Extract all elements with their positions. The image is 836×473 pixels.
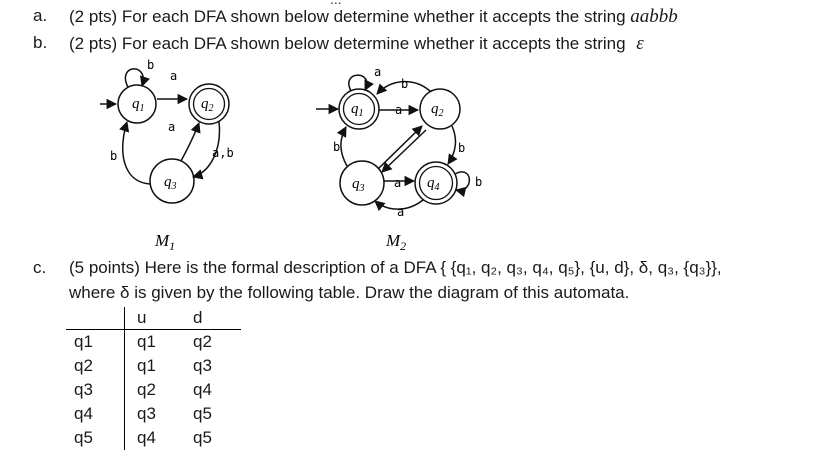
svg-text:q4: $q_4$ [427, 175, 440, 193]
m1-label-q1-q2: a [170, 69, 178, 83]
table-cell-d: q4 [193, 380, 212, 399]
table-cell-state: q3 [74, 380, 93, 399]
question-c-line2: where δ is given by the following table. Draw the diagram of this automata. [69, 283, 630, 302]
question-b-marker: b. [33, 33, 48, 52]
m1-label-q2-q3: a,b [212, 146, 234, 160]
table-row [66, 330, 241, 355]
table-cell-d: q3 [193, 356, 212, 375]
table-cell-d: q5 [193, 428, 212, 447]
table-header-row [66, 307, 241, 330]
m2-edge-q3-q1 [341, 127, 347, 166]
m2-label-q3-q4: a [394, 176, 402, 190]
m1-edge-q3-q2 [181, 123, 199, 161]
m2-edge-diagonal-up [378, 126, 422, 169]
question-a-prompt: (2 pts) For each DFA shown below determine whether it accepts the string [69, 7, 631, 26]
m2-label-q2-q1: b [401, 77, 409, 91]
question-a-marker: a. [33, 6, 48, 25]
table-row [66, 426, 241, 450]
question-c-line1: (5 points) Here is the formal description of a DFA { {q₁, q₂, q₃, q₄, q₅}, {u, d}, δ, q₃, {q₃}}, [69, 258, 722, 277]
m2-edge-q2-q4 [448, 126, 455, 164]
dfa-m2 [316, 65, 482, 219]
m1-state-q3 [150, 159, 194, 203]
question-c-marker: c. [33, 258, 47, 277]
table-cell-state: q1 [74, 332, 93, 351]
m2-state-q2 [420, 89, 460, 129]
dfa-m1 [100, 58, 234, 203]
question-b-prompt: (2 pts) For each DFA shown below determine whether it accepts the string [69, 34, 631, 53]
m1-self-loop-q1 [125, 69, 143, 87]
table-row [66, 354, 241, 378]
table-row [66, 378, 241, 402]
svg-text:q3: $q_3$ [164, 174, 177, 192]
table-row [66, 402, 241, 426]
m2-label-self-q1: a [374, 65, 382, 79]
m1-label-q3-q2: a [168, 120, 176, 134]
question-b-string: ε [636, 33, 644, 54]
table-cell-u: q3 [125, 402, 186, 426]
m1-state-q2 [189, 84, 229, 124]
m1-edge-q3-q1 [123, 122, 150, 184]
m2-label-self-q4: b [475, 175, 483, 189]
m1-label-self-q1: b [147, 58, 155, 72]
transition-table [66, 307, 241, 450]
table-cell-u: q1 [125, 354, 186, 378]
table-cell-state: q2 [74, 356, 93, 375]
m2-state-q1 [339, 89, 379, 129]
m2-state-q3 [340, 161, 384, 205]
m1-state-q1 [118, 85, 156, 123]
m2-label-q1-q2: a [395, 103, 403, 117]
table-cell-d: q2 [193, 332, 212, 351]
caption-m2: $M_2$ [386, 231, 407, 253]
svg-text:q1: $q_1$ [351, 101, 364, 119]
svg-text:q3: $q_3$ [352, 176, 365, 194]
m2-label-q2-q4: b [458, 141, 466, 155]
table-cell-u: q2 [125, 378, 186, 402]
table-cell-state: q4 [74, 404, 93, 423]
svg-text:q2: $q_2$ [201, 96, 214, 114]
table-header-u: u [125, 307, 186, 330]
m2-state-q4 [415, 162, 457, 204]
table-cell-u: q1 [125, 330, 186, 355]
m2-edge-diagonal-down [382, 130, 426, 172]
m2-label-q3-q1: b [333, 140, 341, 154]
m1-label-q3-q1: b [110, 149, 118, 163]
question-a-string: aabbb [630, 6, 678, 27]
table-header-state [66, 307, 125, 330]
table-cell-d: q5 [193, 404, 212, 423]
svg-text:q2: $q_2$ [431, 101, 444, 119]
caption-m1: $M_1$ [155, 231, 176, 253]
table-header-d: d [185, 307, 241, 330]
m2-label-q4-q3: a [397, 205, 405, 219]
table-cell-state: q5 [74, 428, 93, 447]
table-cell-u: q4 [125, 426, 186, 450]
svg-text:q1: $q_1$ [132, 96, 145, 114]
